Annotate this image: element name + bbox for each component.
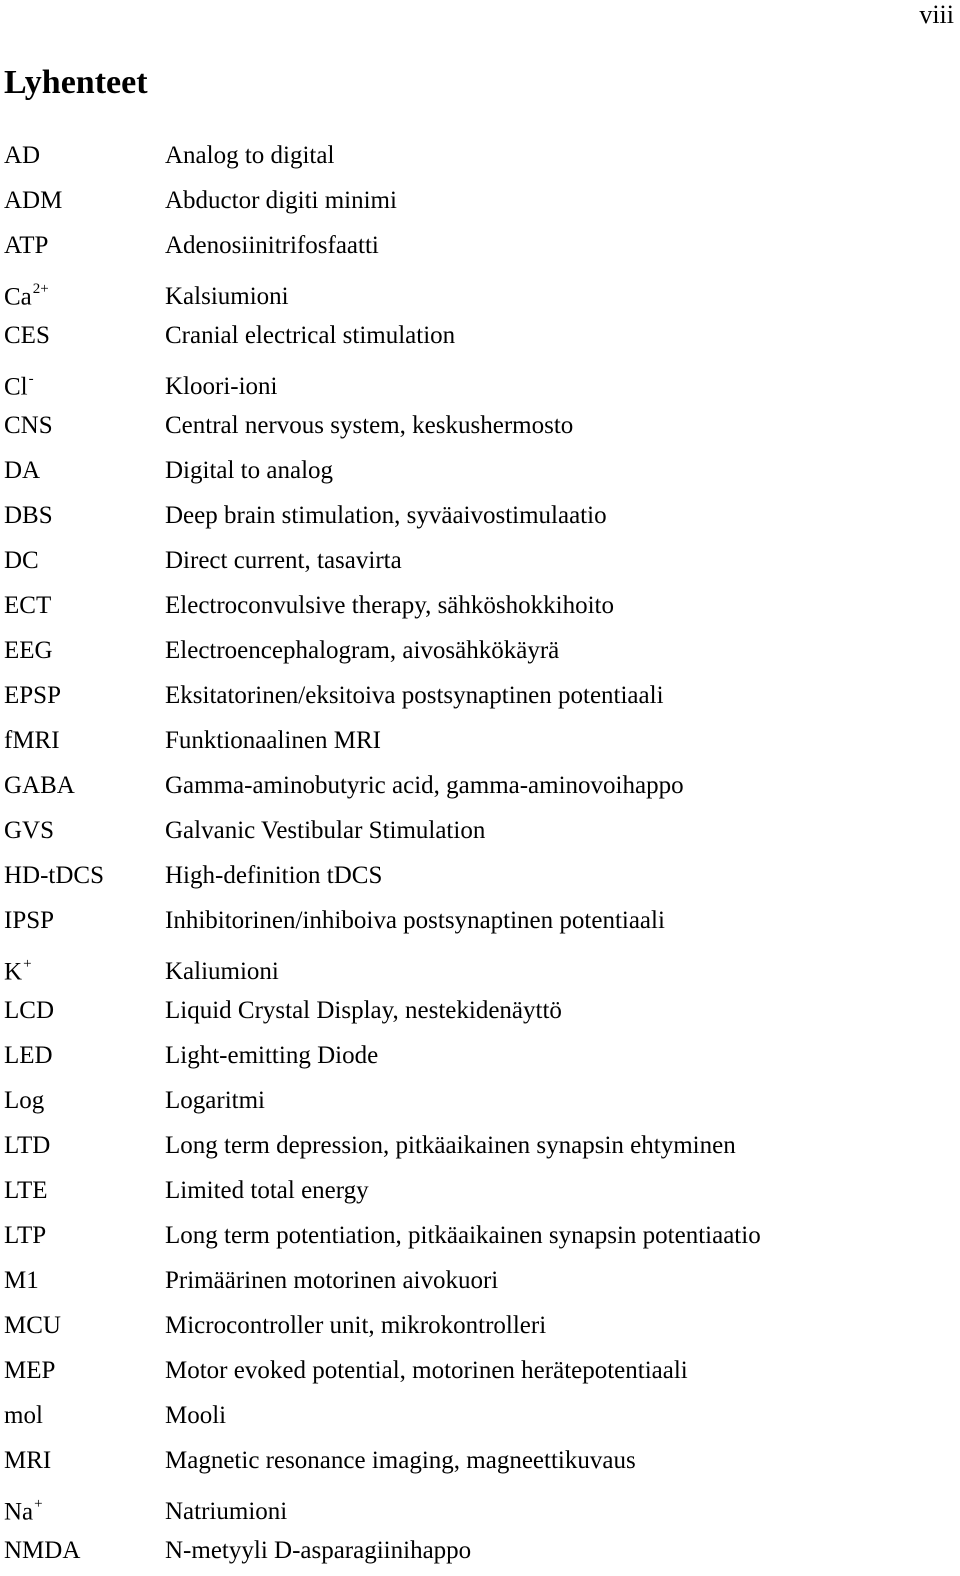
abbreviation-term-text: IPSP	[4, 907, 55, 934]
abbreviation-term-text: EEG	[4, 637, 53, 664]
abbreviation-term-text: MEP	[4, 1357, 56, 1384]
abbreviation-term	[4, 1126, 165, 1166]
abbreviation-term-text: K	[4, 958, 23, 986]
abbreviation-definition: Microcontroller unit, mikrokontrolleri	[165, 1312, 547, 1339]
abbreviation-term	[4, 1396, 165, 1436]
abbreviation-term-text: ECT	[4, 592, 52, 619]
abbreviation-definition: Central nervous system, keskushermosto	[165, 412, 574, 439]
abbreviation-term	[4, 496, 165, 536]
abbreviation-row	[4, 1351, 944, 1396]
abbreviation-term	[4, 316, 165, 356]
abbreviation-definition: Long term depression, pitkäaikainen synapsin ehtyminen	[165, 1132, 736, 1159]
abbreviation-definition: Logaritmi	[165, 1087, 265, 1114]
abbreviation-definition: Cranial electrical stimulation	[165, 322, 456, 349]
abbreviation-term-text: LCD	[4, 997, 54, 1024]
abbreviation-term-text: fMRI	[4, 727, 60, 754]
abbreviation-definition: Electroencephalogram, aivosähkökäyrä	[165, 637, 560, 664]
abbreviation-term	[4, 901, 165, 941]
abbreviation-definition: Kloori-ioni	[165, 373, 278, 401]
abbreviation-definition: Light-emitting Diode	[165, 1042, 379, 1069]
abbreviation-row	[4, 721, 944, 766]
abbreviation-row	[4, 1261, 944, 1306]
abbreviation-term	[4, 1036, 165, 1076]
abbreviation-row	[4, 496, 944, 541]
abbreviation-term-text: ATP	[4, 232, 49, 259]
abbreviation-row	[4, 1306, 944, 1351]
abbreviation-term	[4, 541, 165, 581]
abbreviation-row	[4, 676, 944, 721]
abbreviation-row	[4, 1171, 944, 1216]
abbreviation-term-text: NMDA	[4, 1537, 81, 1564]
abbreviation-term	[4, 361, 165, 407]
abbreviation-term	[4, 991, 165, 1031]
abbreviation-superscript: +	[34, 1496, 43, 1512]
abbreviation-row	[4, 316, 944, 361]
abbreviation-definition: Kalsiumioni	[165, 283, 289, 311]
abbreviation-superscript: -	[28, 371, 34, 387]
abbreviation-term	[4, 1171, 165, 1211]
abbreviation-definition: Natriumioni	[165, 1498, 288, 1526]
abbreviation-term-text: DBS	[4, 502, 53, 529]
abbreviation-term	[4, 856, 165, 896]
abbreviation-definition: Long term potentiation, pitkäaikainen synapsin potentiaatio	[165, 1222, 761, 1249]
abbreviation-row	[4, 766, 944, 811]
abbreviation-term	[4, 451, 165, 491]
abbreviation-row	[4, 181, 944, 226]
abbreviation-definition: Galvanic Vestibular Stimulation	[165, 817, 486, 844]
abbreviation-term-text: CNS	[4, 412, 53, 439]
abbreviation-row	[4, 451, 944, 496]
abbreviation-row	[4, 1081, 944, 1126]
abbreviation-term	[4, 406, 165, 446]
abbreviation-row	[4, 901, 944, 946]
abbreviation-term	[4, 1081, 165, 1121]
abbreviation-row	[4, 136, 944, 181]
abbreviation-term	[4, 1531, 165, 1571]
abbreviation-term-text: MCU	[4, 1312, 61, 1339]
abbreviation-term	[4, 946, 165, 992]
abbreviation-term	[4, 676, 165, 716]
abbreviation-term-text: Cl	[4, 373, 28, 401]
abbreviation-term-text: Na	[4, 1498, 34, 1526]
page-number: viii	[919, 0, 954, 29]
abbreviation-term-text: LED	[4, 1042, 53, 1069]
abbreviation-row	[4, 1126, 944, 1171]
abbreviation-definition: Eksitatorinen/eksitoiva postsynaptinen potentiaali	[165, 682, 664, 709]
section-heading: Lyhenteet	[4, 64, 148, 101]
abbreviation-definition: Primäärinen motorinen aivokuori	[165, 1267, 499, 1294]
abbreviation-row	[4, 1216, 944, 1261]
abbreviation-definition: Kaliumioni	[165, 958, 279, 986]
abbreviation-term-text: Log	[4, 1087, 45, 1114]
abbreviation-row	[4, 586, 944, 631]
abbreviation-definition: Limited total energy	[165, 1177, 369, 1204]
abbreviation-row	[4, 1486, 944, 1531]
abbreviation-definition: Motor evoked potential, motorinen herätepotentiaali	[165, 1357, 688, 1384]
abbreviation-term	[4, 1441, 165, 1481]
abbreviation-superscript: 2+	[32, 281, 49, 297]
abbreviation-row	[4, 541, 944, 586]
abbreviation-term	[4, 1306, 165, 1346]
abbreviation-definition: Liquid Crystal Display, nestekidenäyttö	[165, 997, 562, 1024]
abbreviation-definition: Direct current, tasavirta	[165, 547, 402, 574]
abbreviation-term-text: mol	[4, 1402, 43, 1429]
abbreviation-row	[4, 226, 944, 271]
abbreviation-definition: Inhibitorinen/inhiboiva postsynaptinen potentiaali	[165, 907, 665, 934]
abbreviation-row	[4, 1531, 944, 1576]
abbreviation-term-text: CES	[4, 322, 50, 349]
abbreviation-term-text: EPSP	[4, 682, 61, 709]
abbreviation-definition: High-definition tDCS	[165, 862, 383, 889]
abbreviation-term	[4, 766, 165, 806]
abbreviation-definition: Abductor digiti minimi	[165, 187, 397, 214]
abbreviation-term-text: M1	[4, 1267, 39, 1294]
abbreviation-row	[4, 856, 944, 901]
abbreviation-row	[4, 946, 944, 991]
abbreviation-term-text: DC	[4, 547, 39, 574]
abbreviation-row	[4, 271, 944, 316]
abbreviation-term-text: LTD	[4, 1132, 51, 1159]
abbreviation-list	[4, 136, 944, 1576]
abbreviation-term	[4, 136, 165, 176]
abbreviation-term-text: MRI	[4, 1447, 52, 1474]
abbreviation-superscript: +	[23, 956, 32, 972]
abbreviation-term-text: LTE	[4, 1177, 48, 1204]
abbreviation-definition: Deep brain stimulation, syväaivostimulaatio	[165, 502, 607, 529]
abbreviation-row	[4, 1441, 944, 1486]
abbreviation-definition: N-metyyli D-asparagiinihappo	[165, 1537, 472, 1564]
abbreviation-row	[4, 631, 944, 676]
abbreviation-term	[4, 271, 165, 317]
abbreviation-row	[4, 406, 944, 451]
abbreviation-row	[4, 991, 944, 1036]
abbreviation-row	[4, 811, 944, 856]
abbreviation-term	[4, 586, 165, 626]
abbreviation-row	[4, 361, 944, 406]
abbreviation-definition: Analog to digital	[165, 142, 335, 169]
abbreviation-term	[4, 1351, 165, 1391]
abbreviation-term	[4, 181, 165, 221]
abbreviation-term	[4, 631, 165, 671]
abbreviation-term	[4, 721, 165, 761]
abbreviation-definition: Gamma-aminobutyric acid, gamma-aminovoihappo	[165, 772, 684, 799]
abbreviation-definition: Mooli	[165, 1402, 227, 1429]
abbreviation-definition: Funktionaalinen MRI	[165, 727, 381, 754]
abbreviation-term-text: DA	[4, 457, 41, 484]
abbreviation-row	[4, 1036, 944, 1081]
abbreviation-term-text: GVS	[4, 817, 55, 844]
abbreviation-term	[4, 1261, 165, 1301]
abbreviation-term-text: AD	[4, 142, 41, 169]
abbreviation-row	[4, 1396, 944, 1441]
abbreviation-term-text: LTP	[4, 1222, 47, 1249]
abbreviation-definition: Adenosiinitrifosfaatti	[165, 232, 379, 259]
abbreviation-term-text: Ca	[4, 283, 32, 311]
abbreviation-term	[4, 811, 165, 851]
abbreviation-term-text: HD-tDCS	[4, 862, 105, 889]
abbreviation-term-text: ADM	[4, 187, 63, 214]
abbreviation-definition: Digital to analog	[165, 457, 334, 484]
abbreviation-definition: Electroconvulsive therapy, sähköshokkihoito	[165, 592, 614, 619]
abbreviation-definition: Magnetic resonance imaging, magneettikuvaus	[165, 1447, 636, 1474]
abbreviation-term	[4, 1216, 165, 1256]
abbreviation-term-text: GABA	[4, 772, 75, 799]
abbreviation-term	[4, 226, 165, 266]
abbreviation-term	[4, 1486, 165, 1532]
